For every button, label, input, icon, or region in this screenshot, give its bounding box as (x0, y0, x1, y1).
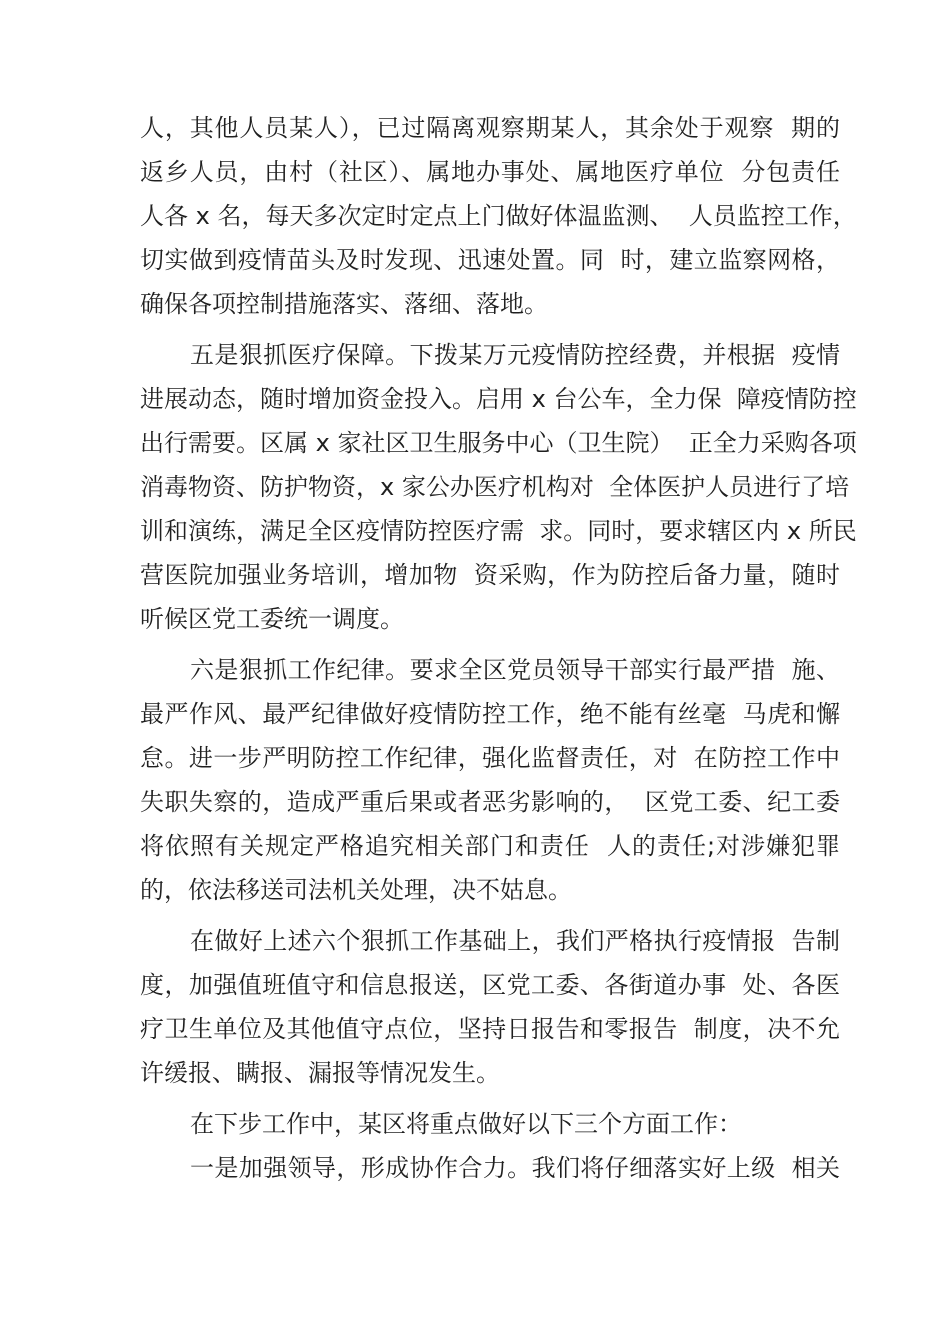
text-line: 疗卫生单位及其他值守点位，坚持日报告和零报告 制度，决不允 (140, 1015, 840, 1043)
paragraph-first-line: 在下步工作中，某区将重点做好以下三个方面工作： (190, 1110, 742, 1138)
text-line: 失职失察的，造成严重后果或者恶劣影响的， 区党工委、纪工委 (140, 788, 840, 816)
text-line: 进展动态，随时增加资金投入。启用 x 台公车，全力保 障疫情防控 (140, 385, 857, 413)
text-line: 确保各项控制措施落实、落细、落地。 (140, 290, 548, 318)
text-line: 怠。进一步严明防控工作纪律，强化监督责任，对 在防控工作中 (140, 744, 840, 772)
text-line: 度，加强值班值守和信息报送，区党工委、各街道办事 处、各医 (140, 971, 840, 999)
text-line: 人，其他人员某人），已过隔离观察期某人，其余处于观察 期的 (140, 114, 840, 142)
text-line: 营医院加强业务培训，增加物 资采购，作为防控后备力量，随时 (140, 561, 840, 589)
text-line: 最严作风、最严纪律做好疫情防控工作，绝不能有丝毫 马虎和懈 (140, 700, 840, 728)
text-line: 听候区党工委统一调度。 (140, 605, 404, 633)
text-line: 切实做到疫情苗头及时发现、迅速处置。同 时，建立监察网格， (140, 246, 840, 274)
paragraph-first-line: 六是狠抓工作纪律。要求全区党员领导干部实行最严措 施、 (190, 656, 840, 684)
text-line: 返乡人员，由村（社区）、属地办事处、属地医疗单位 分包责任 (140, 158, 840, 186)
text-line: 人各 x 名，每天多次定时定点上门做好体温监测、 人员监控工作， (140, 202, 857, 230)
text-line: 消毒物资、防护物资，x 家公办医疗机构对 全体医护人员进行了培 (140, 473, 850, 501)
text-line: 将依照有关规定严格追究相关部门和责任 人的责任;对涉嫌犯罪 (140, 832, 840, 860)
text-line: 许缓报、瞒报、漏报等情况发生。 (140, 1059, 500, 1087)
paragraph-first-line: 一是加强领导，形成协作合力。我们将仔细落实好上级 相关 (190, 1154, 840, 1182)
paragraph-first-line: 五是狠抓医疗保障。下拨某万元疫情防控经费，并根据 疫情 (190, 341, 840, 369)
paragraph-first-line: 在做好上述六个狠抓工作基础上，我们严格执行疫情报 告制 (190, 927, 840, 955)
text-line: 训和演练，满足全区疫情防控医疗需 求。同时，要求辖区内 x 所民 (140, 517, 857, 545)
text-line: 的，依法移送司法机关处理，决不姑息。 (140, 876, 572, 904)
text-line: 出行需要。区属 x 家社区卫生服务中心（卫生院） 正全力采购各项 (140, 429, 857, 457)
